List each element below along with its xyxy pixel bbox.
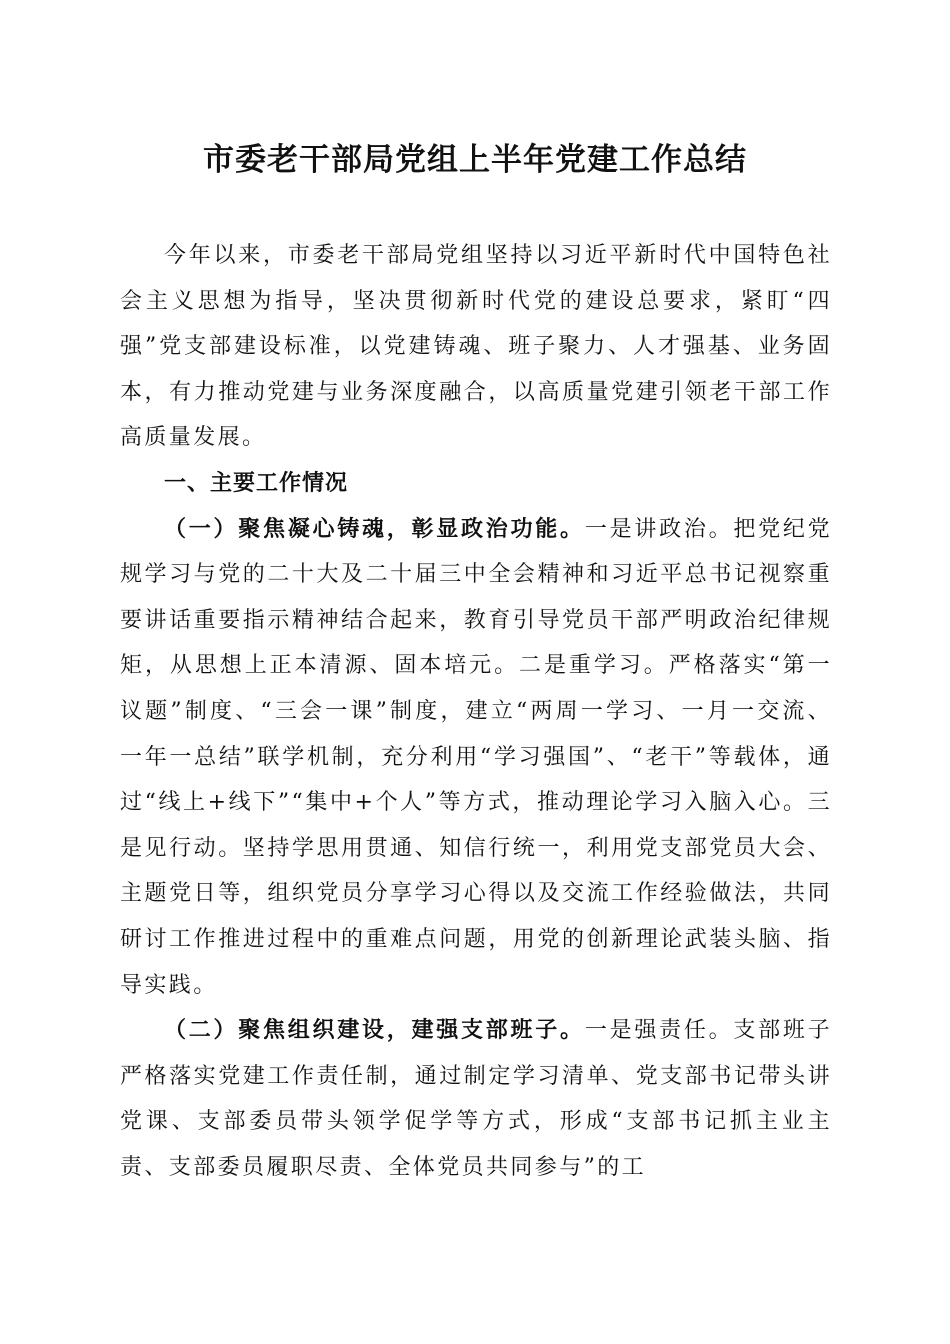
item-1-text: 一是讲政治。把党纪党规学习与党的二十大及二十届三中全会精神和习近平总书记视察重要讲话重要指示精神结合起来，教育引导党员干部严明政治纪律规矩，从思想上正本清源、固本培元。二是重学习。严格落实“第一议题”制度、“三会一课”制度，建立“两周一学习、一月一交流、一年一总结”联学机制，充分利用“学习强国”、“老干”等载体，通过“线上+线下”“集中+个人”等方式，推动理论学习入脑入心。三是见行动。坚持学思用贯通、知信行统一，利用党支部党员大会、主题党日等，组织党员分享学习心得以及交流工作经验做法，共同研讨工作推进过程中的重难点问题，用党的创新理论武装头脑、指导实践。 [120,516,832,998]
item-2-paragraph [120,1008,832,1190]
item-1-lead: （一）聚焦凝心铸魂，彰显政治功能。 [164,515,585,542]
document-body [120,233,832,1190]
intro-paragraph: 今年以来，市委老干部局党组坚持以习近平新时代中国特色社会主义思想为指导，坚决贯彻新时代党的建设总要求，紧盯“四强”党支部建设标准，以党建铸魂、班子聚力、人才强基、业务固本，有力推动党建与业务深度融合，以高质量党建引领老干部工作高质量发展。 [120,243,832,451]
item-2-text: 一是强责任。支部班子严格落实党建工作责任制，通过制定学习清单、党支部书记带头讲党课、支部委员带头领学促学等方式，形成“支部书记抓主业主责、支部委员履职尽责、全体党员共同参与”的工 [120,1018,832,1180]
item-2-lead: （二）聚焦组织建设，建强支部班子。 [164,1017,585,1044]
item-1-paragraph [120,507,832,1009]
section-heading: 一、主要工作情况 [164,470,349,496]
document-title: 市委老干部局党组上半年党建工作总结 [203,142,747,178]
